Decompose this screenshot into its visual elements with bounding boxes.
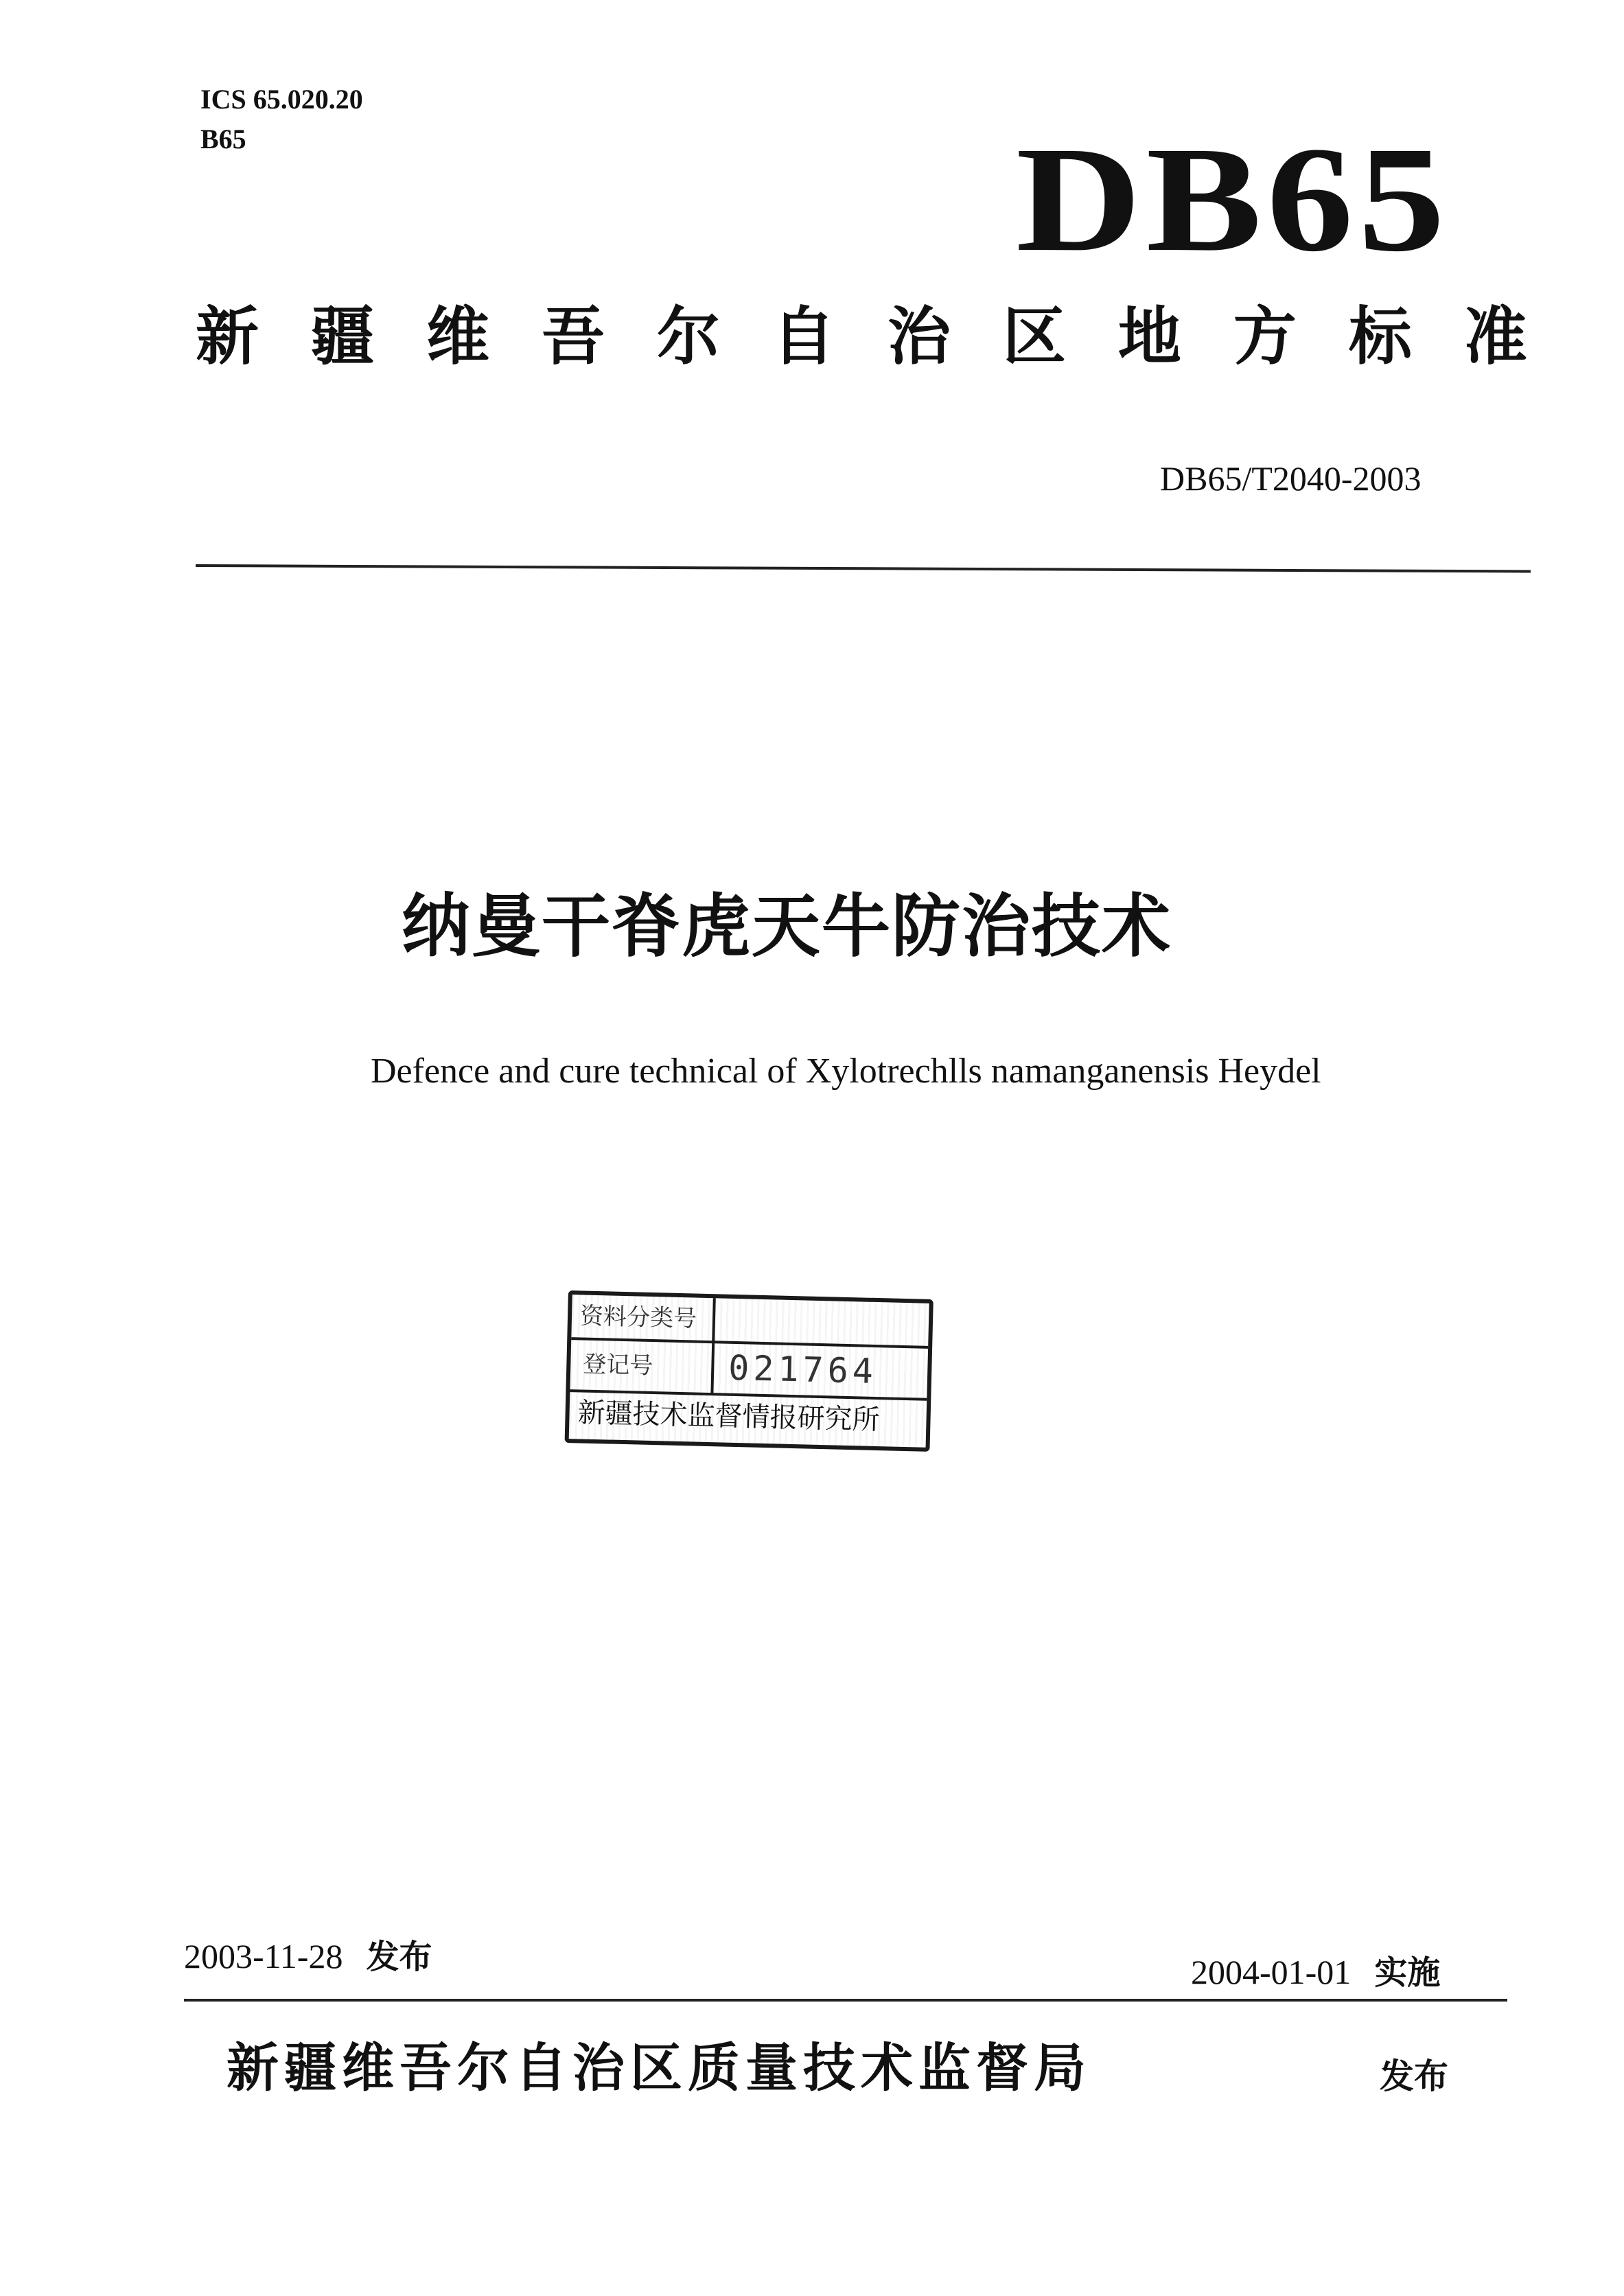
ics-code: ICS 65.020.20: [200, 84, 363, 115]
standard-number: DB65/T2040-2003: [1160, 459, 1422, 498]
issuing-action: 发布: [1380, 2056, 1448, 2096]
ccs-code: B65: [200, 124, 246, 154]
issue-date: 2003-11-28: [184, 1937, 343, 1975]
standard-class-char: 疆: [310, 300, 374, 373]
standard-class-char: 自: [772, 300, 835, 373]
standard-class-char: 方: [1233, 300, 1297, 373]
standard-class-char: 治: [887, 300, 951, 373]
header-divider: [196, 564, 1531, 572]
stamp-divider: [710, 1298, 715, 1394]
document-title-english: Defence and cure technical of Xylotrechlls namanganensis Heydel: [371, 1052, 1321, 1091]
standard-class-char: 吾: [541, 300, 605, 373]
document-title-chinese: 纳曼干脊虎天牛防治技术: [402, 886, 1172, 966]
issue-label: 发布: [366, 1938, 432, 1976]
footer-divider: [184, 1999, 1507, 2002]
standard-class-char: 准: [1463, 300, 1527, 373]
effective-date-line: [1191, 1953, 1441, 1992]
standard-class-char: 维: [426, 300, 489, 373]
standard-class-char: 尔: [656, 300, 720, 373]
registration-stamp: [565, 1290, 933, 1452]
standard-class-char: 标: [1348, 300, 1412, 373]
standard-logo: DB65: [1016, 115, 1450, 283]
standard-class-title: [196, 300, 1527, 373]
stamp-label-classification: 资料分类号: [579, 1302, 697, 1333]
stamp-institution: 新疆技术监督情报研究所: [577, 1397, 881, 1437]
standard-class-char: 地: [1117, 300, 1181, 373]
issue-date-line: [184, 1937, 432, 1976]
issuing-authority: 新疆维吾尔自治区质量技术监督局: [227, 2037, 1091, 2098]
stamp-registration-number: 021764: [728, 1347, 878, 1392]
effective-date: 2004-01-01: [1191, 1953, 1352, 1991]
effective-label: 实施: [1374, 1953, 1441, 1992]
stamp-label-registration: 登记号: [582, 1350, 653, 1380]
standard-class-char: 新: [196, 300, 259, 373]
standard-class-char: 区: [1002, 300, 1066, 373]
stamp-divider: [571, 1337, 928, 1349]
